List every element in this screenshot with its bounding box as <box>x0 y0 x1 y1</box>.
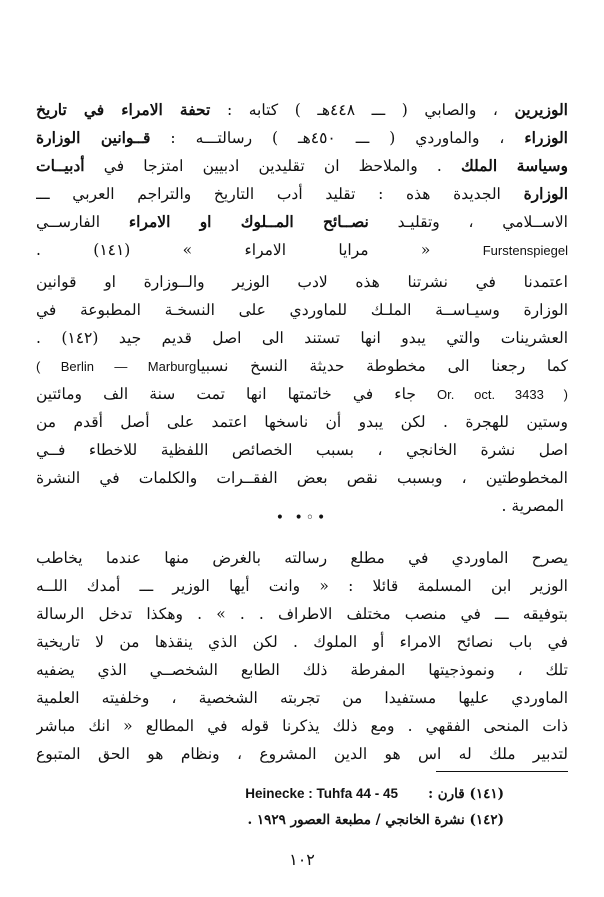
p1-line-6 <box>36 236 568 264</box>
text-run: جاء في خاتمتها انها تمت سنة الف ومائتين <box>36 385 416 403</box>
bold-term: الوزراء <box>524 128 568 147</box>
p2-line-9: المصرية . <box>501 497 564 515</box>
p2-line-8: المخطوطتين ، وبسبب نقص بعض الفقــرات والكلمات في النشرة <box>36 469 568 487</box>
p3-line-5: تلك ، ونموذجيتها المفرطة ذلك الطابع الشخصــي الذي يضفيه <box>36 661 568 679</box>
bold-term: الوزارة <box>523 184 568 203</box>
p1-line-4 <box>36 180 568 208</box>
latin-reference: ( Berlin — Marburg <box>36 359 197 374</box>
p2-line-4 <box>36 352 568 380</box>
section-separator: • •◦• <box>275 510 329 526</box>
p1-line-5 <box>36 208 568 236</box>
p3-line-4: في باب نصائح الامراء أو الملوك . لكن الذي ينقذها من لا تاريخية <box>36 633 568 651</box>
bold-term: أدبيــات <box>36 156 85 175</box>
bold-title: وسياسة الملك <box>460 156 568 175</box>
p3-line-8: لتدبير ملك له اس هو الدين المشروع ، ونظام هو الحق المتبوع <box>36 745 568 763</box>
p3-line-3: بتوفيقه ـــ في منصب مختلف الاطراف . . » . وهكذا تدخل الرسالة <box>36 605 568 623</box>
footnote-label: (١٤١) قارن : <box>428 786 504 802</box>
text-run: . والملاحظ ان تقليدين ادبيين امتزجا في <box>103 157 442 175</box>
p2-line-6: وستين للهجرة . لكن يبدو أن ناسخها اعتمد على أصل أقدم من <box>36 413 568 431</box>
bold-title: تحفة الامراء في تاريخ <box>36 100 211 119</box>
latin-reference: Or. oct. 3433 ) <box>437 387 568 402</box>
bold-title: قــوانين الوزارة <box>36 128 151 147</box>
footnote-142: (١٤٢) نشرة الخانجي / مطبعة العصور ١٩٢٩ . <box>247 812 504 828</box>
text-run: الجديدة هذه : تقليد أدب التاريخ والتراجم العربي ـــ <box>36 185 501 203</box>
p1-line-1 <box>36 96 568 124</box>
p3-line-6: الماوردي عليها مستفيدا من تجربته الشخصية ، وخلفيته العلمية <box>36 689 568 707</box>
bold-term: نصــائح المــلوك او الامراء <box>128 212 369 231</box>
p2-line-1: اعتمدنا في نشرتنا هذه لادب الوزير والــوزارة او قوانين <box>36 273 568 291</box>
p3-line-2: الوزير ابن المسلمة قائلا : « وانت أيها الوزير ـــ أمدك اللــه <box>36 577 568 595</box>
text-run: كما رجعنا الى مخطوطة حديثة النسخ نسبيا <box>196 357 568 375</box>
text-run: الفارســي <box>36 213 101 231</box>
text-run: « مرايا الامراء » (١٤١) . <box>36 241 431 259</box>
p2-line-7: اصل نشرة الخانجي ، بسبب الخصائص اللفظية للاخطاء فــي <box>36 441 568 459</box>
text-run: ، والصابي ( ـــ ٤٤٨هـ ) كتابه : <box>226 101 498 119</box>
latin-term: Furstenspiegel <box>482 243 568 258</box>
p1-line-3 <box>36 152 568 180</box>
p3-line-7: ذات المنحى الفقهي . ومع ذلك يذكرنا قوله في المطالع « انك مباشر <box>36 717 568 735</box>
p1-line-2 <box>36 124 568 152</box>
p2-line-2: الوزارة وسيـاســة الملـك للماوردي على النسخـة المطبوعة في <box>36 301 568 319</box>
text-run: الاســلامي ، وتقليـد <box>397 213 568 231</box>
bold-term: الوزيرين <box>514 100 568 119</box>
p3-line-1: يصرح الماوردي في مطلع رسالته بالغرض منها عندما يخاطب <box>36 549 568 567</box>
p2-line-3: العشرينات والتي يبدو انها تستند الى اصل قديم جيد (١٤٢) . <box>36 329 568 347</box>
footnote-rule <box>436 771 568 772</box>
p2-line-5 <box>36 380 568 408</box>
footnote-reference: Heinecke : Tuhfa 44 - 45 <box>245 786 399 801</box>
page-number: ١٠٢ <box>289 850 315 869</box>
footnote-141 <box>84 786 504 812</box>
text-run: ، والماوردي ( ـــ ٤٥٠هـ ) رسالتـــه : <box>170 129 505 147</box>
